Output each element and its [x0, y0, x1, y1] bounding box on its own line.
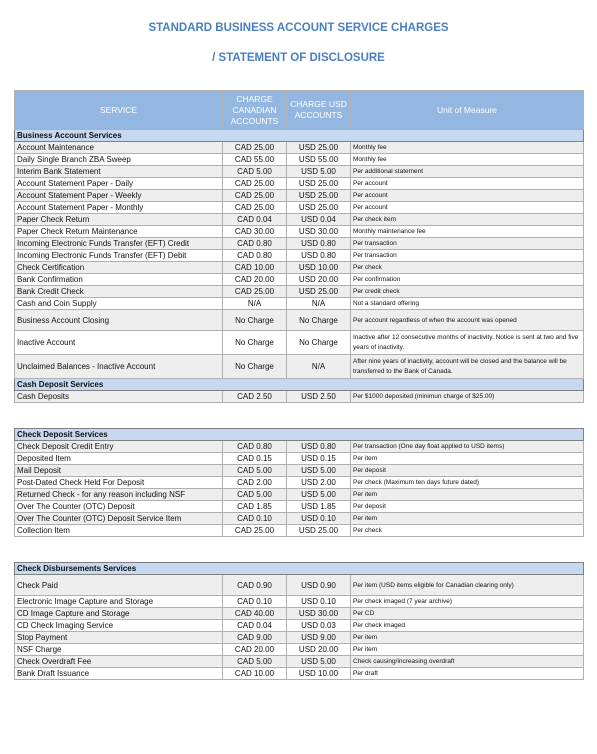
service-cell: Account Statement Paper - Daily — [15, 178, 223, 190]
table-row — [15, 453, 584, 465]
usd-charge-cell: USD 0.15 — [287, 453, 351, 465]
service-cell: NSF Charge — [15, 644, 223, 656]
unit-of-measure-cell: Per additional statement — [351, 166, 584, 178]
usd-charge-cell: USD 25.00 — [287, 286, 351, 298]
section-header-row — [15, 379, 584, 391]
unit-of-measure-cell: Inactive after 12 consecutive months of inactivity. Notice is sent at two and five years of inactivity. — [351, 331, 584, 355]
unit-of-measure-cell: Per account — [351, 178, 584, 190]
usd-charge-cell: USD 0.80 — [287, 441, 351, 453]
usd-charge-cell: No Charge — [287, 310, 351, 331]
cad-charge-cell: CAD 0.10 — [223, 513, 287, 525]
unit-of-measure-cell: Per credit check — [351, 286, 584, 298]
table-row — [15, 190, 584, 202]
section-title: Cash Deposit Services — [15, 379, 584, 391]
cad-charge-cell: CAD 2.00 — [223, 477, 287, 489]
unit-of-measure-cell: Per item — [351, 632, 584, 644]
table-row — [15, 575, 584, 596]
cad-charge-cell: CAD 0.80 — [223, 441, 287, 453]
service-cell: Business Account Closing — [15, 310, 223, 331]
table-row — [15, 513, 584, 525]
table-row — [15, 608, 584, 620]
service-cell: Cash Deposits — [15, 391, 223, 403]
service-cell: Interim Bank Statement — [15, 166, 223, 178]
section-header-row — [15, 563, 584, 575]
cad-charge-cell: CAD 10.00 — [223, 668, 287, 680]
service-cell: Paper Check Return — [15, 214, 223, 226]
service-cell: Check Paid — [15, 575, 223, 596]
usd-charge-cell: USD 25.00 — [287, 190, 351, 202]
unit-of-measure-cell: Monthly maintenance fee — [351, 226, 584, 238]
service-cell: Daily Single Branch ZBA Sweep — [15, 154, 223, 166]
usd-charge-cell: N/A — [287, 355, 351, 379]
table-row — [15, 178, 584, 190]
check-disbursements-table — [14, 562, 583, 680]
cad-charge-cell: CAD 25.00 — [223, 190, 287, 202]
table-row — [15, 355, 584, 379]
unit-of-measure-cell: Check causing/increasing overdraft — [351, 656, 584, 668]
cad-charge-cell: CAD 0.04 — [223, 214, 287, 226]
service-cell: Over The Counter (OTC) Deposit Service Item — [15, 513, 223, 525]
section-header-row — [15, 130, 584, 142]
usd-charge-cell: N/A — [287, 298, 351, 310]
table-row — [15, 250, 584, 262]
table-row — [15, 286, 584, 298]
cad-charge-cell: CAD 55.00 — [223, 154, 287, 166]
usd-charge-cell: USD 0.80 — [287, 250, 351, 262]
cad-charge-cell: CAD 5.00 — [223, 489, 287, 501]
header-unit: Unit of Measure — [351, 91, 584, 130]
cad-charge-cell: CAD 0.80 — [223, 250, 287, 262]
unit-of-measure-cell: Per transaction — [351, 238, 584, 250]
usd-charge-cell: USD 20.00 — [287, 274, 351, 286]
service-cell: CD Check Imaging Service — [15, 620, 223, 632]
table-row — [15, 632, 584, 644]
usd-charge-cell: USD 1.85 — [287, 501, 351, 513]
section-header-row — [15, 429, 584, 441]
table-row — [15, 166, 584, 178]
usd-charge-cell: USD 2.00 — [287, 477, 351, 489]
usd-charge-cell: USD 2.50 — [287, 391, 351, 403]
cad-charge-cell: CAD 20.00 — [223, 644, 287, 656]
service-cell: Account Statement Paper - Monthly — [15, 202, 223, 214]
table-row — [15, 274, 584, 286]
section-title: Check Disbursements Services — [15, 563, 584, 575]
table-row — [15, 310, 584, 331]
usd-charge-cell: USD 25.00 — [287, 142, 351, 154]
unit-of-measure-cell: Monthly fee — [351, 142, 584, 154]
usd-charge-cell: USD 9.00 — [287, 632, 351, 644]
usd-charge-cell: USD 30.00 — [287, 226, 351, 238]
document-title: STANDARD BUSINESS ACCOUNT SERVICE CHARGES — [148, 22, 449, 34]
table-row — [15, 620, 584, 632]
unit-of-measure-cell: Per transaction (One day float applied to USD items) — [351, 441, 584, 453]
cad-charge-cell: CAD 1.85 — [223, 501, 287, 513]
usd-charge-cell: USD 0.10 — [287, 596, 351, 608]
unit-of-measure-cell: Per check — [351, 262, 584, 274]
unit-of-measure-cell: Per deposit — [351, 501, 584, 513]
unit-of-measure-cell: Per check — [351, 525, 584, 537]
table-row — [15, 441, 584, 453]
header-cad: CHARGE CANADIAN ACCOUNTS — [223, 91, 287, 130]
usd-charge-cell: USD 25.00 — [287, 525, 351, 537]
usd-charge-cell: USD 25.00 — [287, 178, 351, 190]
service-cell: Electronic Image Capture and Storage — [15, 596, 223, 608]
cad-charge-cell: CAD 0.10 — [223, 596, 287, 608]
cad-charge-cell: No Charge — [223, 331, 287, 355]
header-service: SERVICE — [15, 91, 223, 130]
cad-charge-cell: CAD 0.04 — [223, 620, 287, 632]
table-row — [15, 331, 584, 355]
table-row — [15, 226, 584, 238]
usd-charge-cell: USD 0.80 — [287, 238, 351, 250]
cad-charge-cell: CAD 5.00 — [223, 166, 287, 178]
table-row — [15, 477, 584, 489]
usd-charge-cell: USD 0.04 — [287, 214, 351, 226]
table-row — [15, 214, 584, 226]
check-deposit-table — [14, 428, 583, 537]
cad-charge-cell: CAD 0.80 — [223, 238, 287, 250]
unit-of-measure-cell: Per draft — [351, 668, 584, 680]
usd-charge-cell: USD 55.00 — [287, 154, 351, 166]
unit-of-measure-cell: Per check item — [351, 214, 584, 226]
cad-charge-cell: CAD 9.00 — [223, 632, 287, 644]
service-cell: Account Statement Paper - Weekly — [15, 190, 223, 202]
unit-of-measure-cell: Per item — [351, 513, 584, 525]
unit-of-measure-cell: Per confirmation — [351, 274, 584, 286]
cad-charge-cell: CAD 25.00 — [223, 525, 287, 537]
service-cell: CD Image Capture and Storage — [15, 608, 223, 620]
service-cell: Account Maintenance — [15, 142, 223, 154]
unit-of-measure-cell: Per check (Maximum ten days future dated) — [351, 477, 584, 489]
usd-charge-cell: USD 10.00 — [287, 262, 351, 274]
table-row — [15, 644, 584, 656]
table-row — [15, 656, 584, 668]
table-row — [15, 525, 584, 537]
usd-charge-cell: USD 30.00 — [287, 608, 351, 620]
unit-of-measure-cell: Per CD — [351, 608, 584, 620]
usd-charge-cell: USD 0.03 — [287, 620, 351, 632]
cad-charge-cell: N/A — [223, 298, 287, 310]
usd-charge-cell: USD 5.00 — [287, 465, 351, 477]
service-cell: Post-Dated Check Held For Deposit — [15, 477, 223, 489]
cad-charge-cell: CAD 30.00 — [223, 226, 287, 238]
unit-of-measure-cell: Per account — [351, 190, 584, 202]
unit-of-measure-cell: Per transaction — [351, 250, 584, 262]
cad-charge-cell: CAD 25.00 — [223, 178, 287, 190]
usd-charge-cell: USD 5.00 — [287, 656, 351, 668]
document-subtitle: / STATEMENT OF DISCLOSURE — [212, 52, 385, 64]
table-row — [15, 465, 584, 477]
section-title: Check Deposit Services — [15, 429, 584, 441]
cad-charge-cell: No Charge — [223, 310, 287, 331]
cad-charge-cell: CAD 25.00 — [223, 286, 287, 298]
service-cell: Unclaimed Balances - Inactive Account — [15, 355, 223, 379]
table-row — [15, 501, 584, 513]
usd-charge-cell: USD 20.00 — [287, 644, 351, 656]
service-cell: Check Certification — [15, 262, 223, 274]
unit-of-measure-cell: Per item — [351, 453, 584, 465]
service-cell: Mail Deposit — [15, 465, 223, 477]
service-cell: Collection Item — [15, 525, 223, 537]
unit-of-measure-cell: Per item (USD items eligible for Canadian clearing only) — [351, 575, 584, 596]
table-row — [15, 238, 584, 250]
section-title: Business Account Services — [15, 130, 584, 142]
unit-of-measure-cell: Per check imaged (7 year archive) — [351, 596, 584, 608]
service-cell: Incoming Electronic Funds Transfer (EFT) Debit — [15, 250, 223, 262]
service-cell: Inactive Account — [15, 331, 223, 355]
service-cell: Bank Confirmation — [15, 274, 223, 286]
service-charges-table — [14, 90, 583, 403]
usd-charge-cell: USD 0.10 — [287, 513, 351, 525]
unit-of-measure-cell: Per item — [351, 489, 584, 501]
service-cell: Deposited Item — [15, 453, 223, 465]
cad-charge-cell: CAD 25.00 — [223, 202, 287, 214]
usd-charge-cell: No Charge — [287, 331, 351, 355]
cad-charge-cell: CAD 5.00 — [223, 656, 287, 668]
cad-charge-cell: CAD 5.00 — [223, 465, 287, 477]
cad-charge-cell: CAD 25.00 — [223, 142, 287, 154]
unit-of-measure-cell: Monthly fee — [351, 154, 584, 166]
unit-of-measure-cell: Per account regardless of when the account was opened — [351, 310, 584, 331]
table-row — [15, 154, 584, 166]
service-cell: Check Deposit Credit Entry — [15, 441, 223, 453]
cad-charge-cell: CAD 40.00 — [223, 608, 287, 620]
cad-charge-cell: CAD 2.50 — [223, 391, 287, 403]
unit-of-measure-cell: Not a standard offering — [351, 298, 584, 310]
unit-of-measure-cell: After nine years of inactivity, account will be closed and the balance will be transferred to the Bank of Canada. — [351, 355, 584, 379]
unit-of-measure-cell: Per account — [351, 202, 584, 214]
cad-charge-cell: CAD 20.00 — [223, 274, 287, 286]
service-cell: Incoming Electronic Funds Transfer (EFT) Credit — [15, 238, 223, 250]
service-cell: Check Overdraft Fee — [15, 656, 223, 668]
cad-charge-cell: CAD 0.90 — [223, 575, 287, 596]
service-cell: Stop Payment — [15, 632, 223, 644]
table-row — [15, 142, 584, 154]
cad-charge-cell: No Charge — [223, 355, 287, 379]
header-usd: CHARGE USD ACCOUNTS — [287, 91, 351, 130]
service-cell: Paper Check Return Maintenance — [15, 226, 223, 238]
table-header-row — [15, 91, 584, 130]
service-cell: Cash and Coin Supply — [15, 298, 223, 310]
usd-charge-cell: USD 25.00 — [287, 202, 351, 214]
table-row — [15, 298, 584, 310]
table-row — [15, 262, 584, 274]
unit-of-measure-cell: Per deposit — [351, 465, 584, 477]
table-row — [15, 596, 584, 608]
usd-charge-cell: USD 5.00 — [287, 489, 351, 501]
cad-charge-cell: CAD 10.00 — [223, 262, 287, 274]
usd-charge-cell: USD 10.00 — [287, 668, 351, 680]
unit-of-measure-cell: Per check imaged — [351, 620, 584, 632]
table-row — [15, 391, 584, 403]
table-row — [15, 202, 584, 214]
table-row — [15, 489, 584, 501]
service-cell: Bank Draft Issuance — [15, 668, 223, 680]
unit-of-measure-cell: Per item — [351, 644, 584, 656]
service-cell: Bank Credit Check — [15, 286, 223, 298]
cad-charge-cell: CAD 0.15 — [223, 453, 287, 465]
usd-charge-cell: USD 0.90 — [287, 575, 351, 596]
service-cell: Over The Counter (OTC) Deposit — [15, 501, 223, 513]
unit-of-measure-cell: Per $1000 deposited (minimun charge of $25.00) — [351, 391, 584, 403]
table-row — [15, 668, 584, 680]
service-cell: Returned Check - for any reason including NSF — [15, 489, 223, 501]
usd-charge-cell: USD 5.00 — [287, 166, 351, 178]
